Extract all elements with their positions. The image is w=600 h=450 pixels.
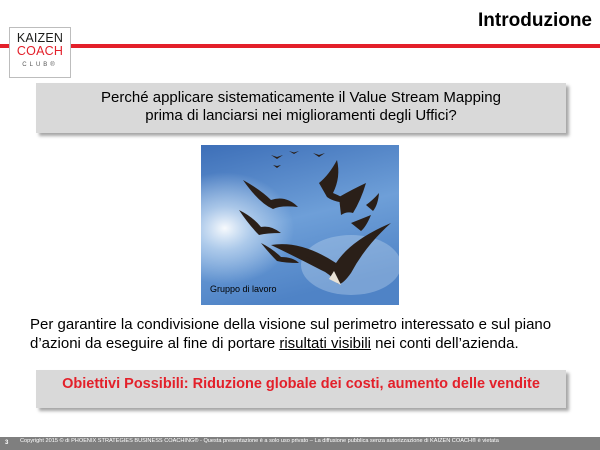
body-paragraph (30, 315, 575, 353)
goal-box (36, 370, 566, 408)
question-line-2: prima di lanciarsi nei miglioramenti degli Uffici? (145, 107, 457, 124)
eagles-sky-photo (201, 145, 399, 305)
logo-line-coach: COACH (16, 44, 64, 58)
question-line-1: Perché applicare sistematicamente il Value Stream Mapping (101, 89, 501, 106)
slide-title: Introduzione (478, 10, 592, 31)
header-red-rule (0, 44, 600, 48)
logo-line-club: CLUB® (22, 62, 58, 68)
goal-text: Obiettivi Possibili: Riduzione globale dei costi, aumento delle vendite (62, 376, 540, 392)
body-text-start: Per garantire la condivisione della visione sul perimetro interessato e sul piano d’azioni da eseguire al fine di portare (30, 316, 552, 352)
kaizen-coach-logo (9, 27, 71, 78)
question-box (36, 83, 566, 133)
photo-caption: Gruppo di lavoro (210, 284, 277, 294)
body-text-underlined: risultati visibili (279, 335, 372, 352)
footer-bar (0, 437, 600, 450)
logo-line-kaizen: KAIZEN (16, 31, 64, 45)
page-number: 3 (5, 440, 9, 446)
body-text-end: nei conti dell’azienda. (371, 335, 519, 352)
copyright-notice: Copyright 2015 © di PHOENIX STRATEGIES BUSINESS COACHING® - Questa presentazione è a solo uso privato – La diffusione pubblica senza autorizzazione di KAIZEN COACH® è vietata (20, 438, 499, 444)
eagles-illustration (201, 145, 399, 305)
